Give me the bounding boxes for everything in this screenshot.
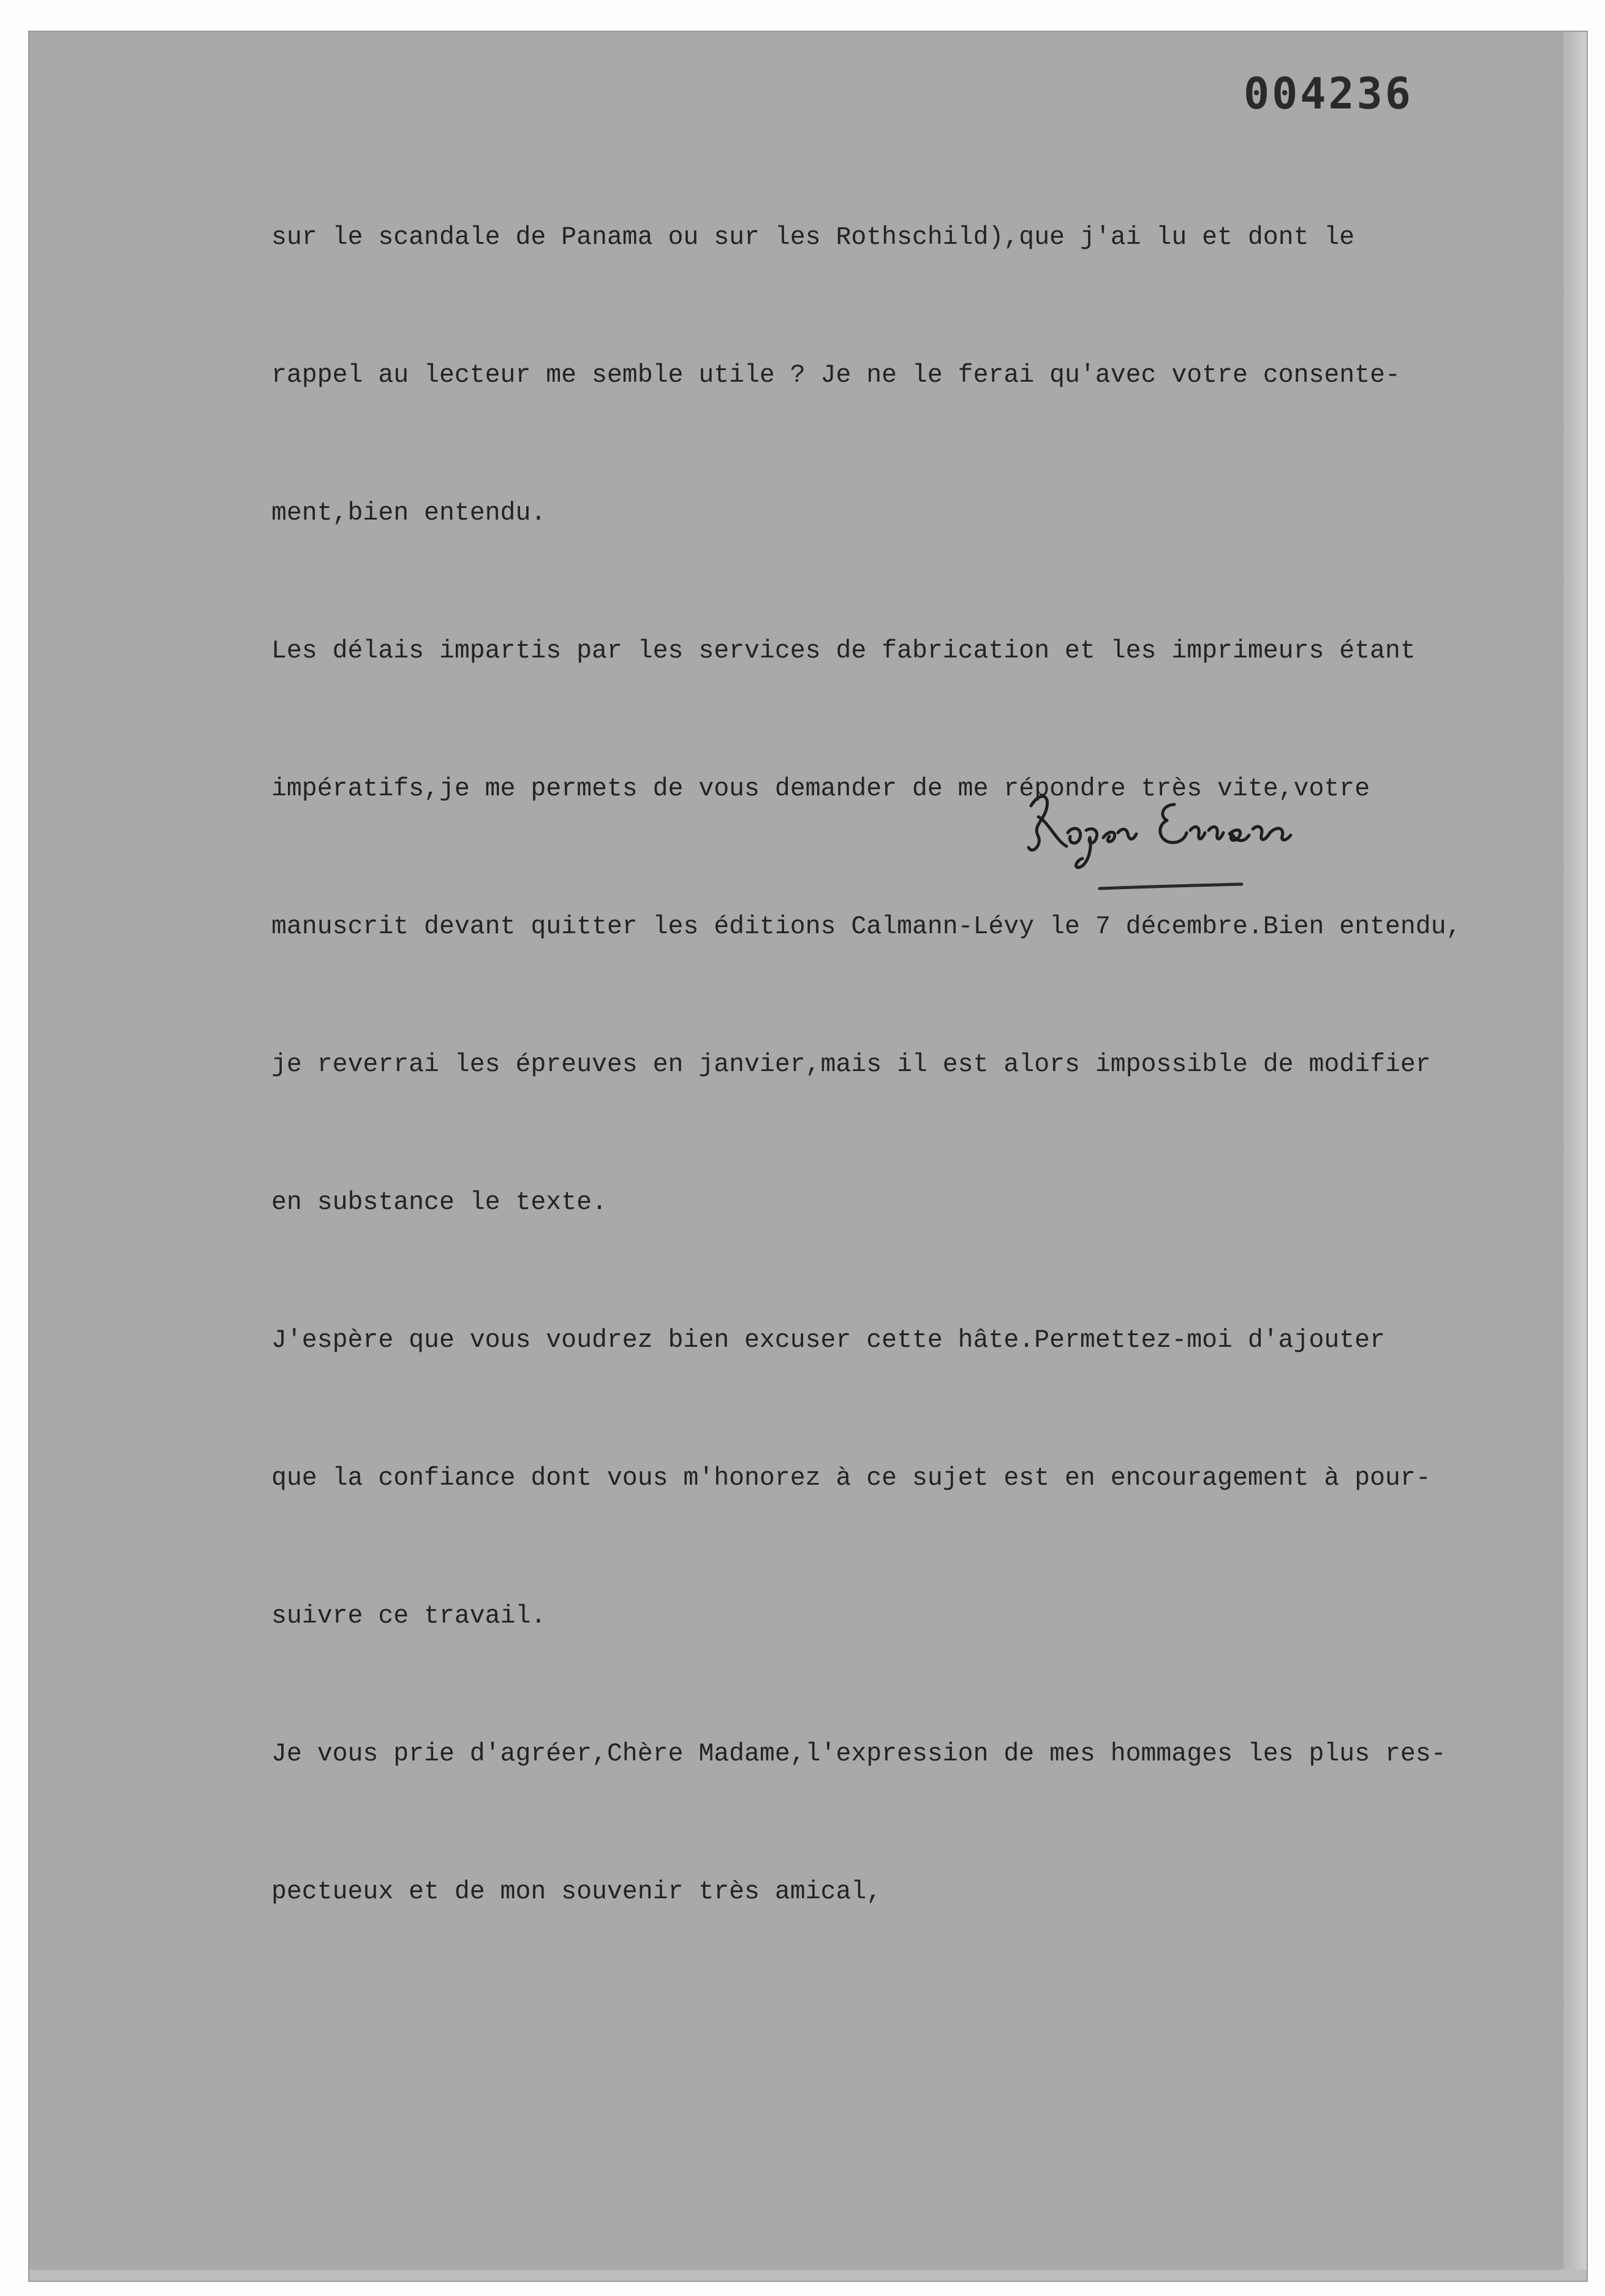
letter-line: Les délais impartis par les services de fabrication et les imprimeurs étant xyxy=(271,637,1416,665)
letter-line: manuscrit devant quitter les éditions Calmann-Lévy le 7 décembre.Bien entendu, xyxy=(271,912,1462,941)
letter-line: je reverrai les épreuves en janvier,mais il est alors impossible de modifier xyxy=(271,1050,1431,1079)
letter-line: que la confiance dont vous m'honorez à ce sujet est en encouragement à pour- xyxy=(271,1464,1431,1493)
letter-line: pectueux et de mon souvenir très amical, xyxy=(271,1877,882,1906)
letter-line: Je vous prie d'agréer,Chère Madame,l'expression de mes hommages les plus res- xyxy=(271,1740,1446,1768)
letter-line: rappel au lecteur me semble utile ? Je ne le ferai qu'avec votre consente- xyxy=(271,361,1400,390)
letter-line: en substance le texte. xyxy=(271,1188,607,1217)
letter-line: sur le scandale de Panama ou sur les Rothschild),que j'ai lu et dont le xyxy=(271,223,1355,252)
letter-body xyxy=(271,123,1576,1961)
document-number: 004236 xyxy=(1244,69,1413,119)
handwritten-signature xyxy=(1014,769,1332,904)
letter-line: suivre ce travail. xyxy=(271,1602,546,1631)
paper-edge-bottom xyxy=(29,2270,1587,2281)
letter-line: ment,bien entendu. xyxy=(271,499,546,528)
letter-line: J'espère que vous voudrez bien excuser cette hâte.Permettez-moi d'ajouter xyxy=(271,1326,1385,1355)
letter-line: impératifs,je me permets de vous demander de me répondre très vite,votre xyxy=(271,775,1370,803)
